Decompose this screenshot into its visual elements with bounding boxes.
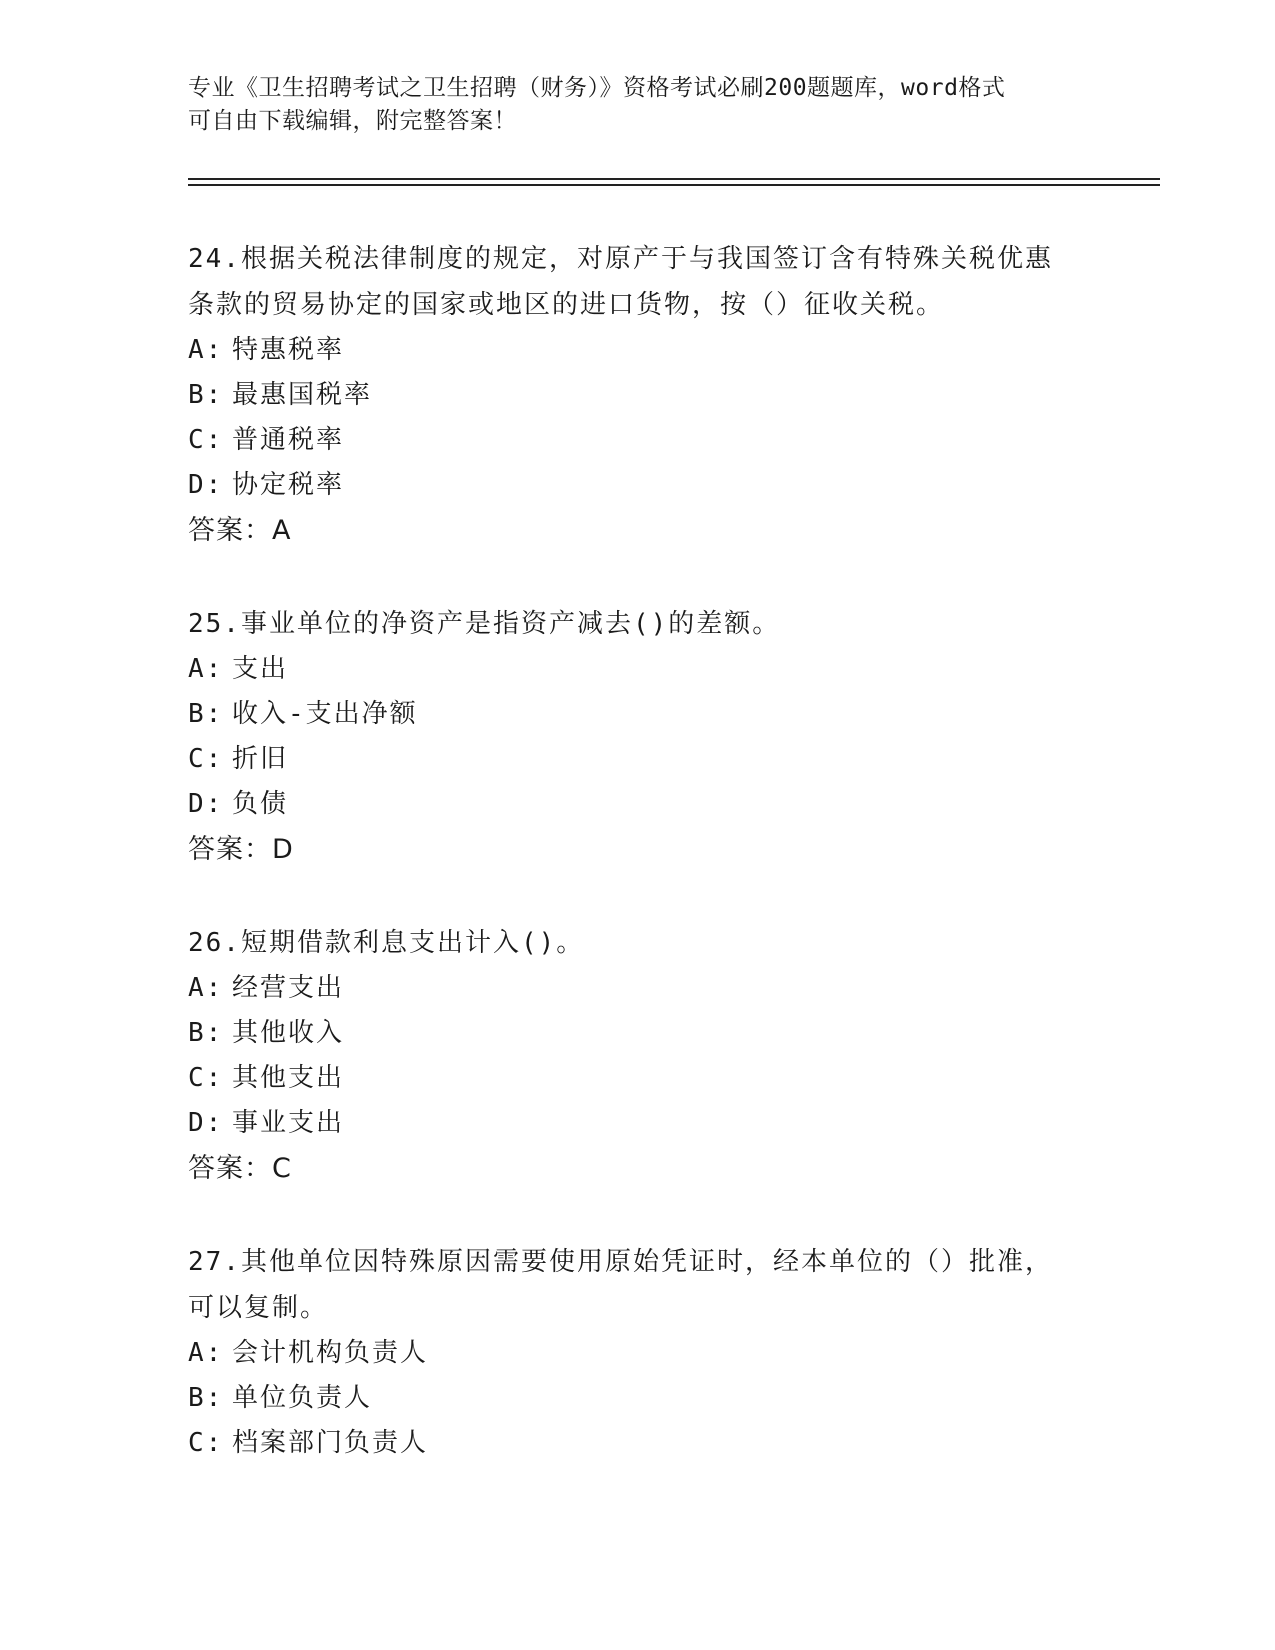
option-b [188, 1376, 1088, 1421]
question-text [188, 1239, 1088, 1331]
answer-label: 答案：D [188, 834, 294, 865]
option-key: A: [188, 1338, 224, 1368]
option-key: C: [188, 744, 224, 774]
option-d [188, 1101, 1088, 1146]
option-c [188, 1056, 1088, 1101]
option-a [188, 328, 1088, 373]
option-b [188, 373, 1088, 418]
option-a [188, 1331, 1088, 1376]
option-a [188, 647, 1088, 692]
option-key: A: [188, 654, 224, 684]
option-key: B: [188, 699, 224, 729]
question-text-line: 26.短期借款利息支出计入()。 [188, 928, 585, 958]
option-a [188, 966, 1088, 1011]
option-c [188, 737, 1088, 782]
option-text: 特惠税率 [232, 335, 345, 365]
question-text-line: 24.根据关税法律制度的规定，对原产于与我国签订含有特殊关税优惠 [188, 244, 1053, 274]
question-text-line: 25.事业单位的净资产是指资产减去()的差额。 [188, 609, 781, 639]
option-text: 会计机构负责人 [232, 1338, 429, 1368]
option-key: D: [188, 1108, 224, 1138]
header-divider-bottom [188, 184, 1160, 186]
option-key: C: [188, 1063, 224, 1093]
option-c [188, 418, 1088, 463]
option-text: 其他支出 [232, 1063, 345, 1093]
option-text: 收入-支出净额 [232, 699, 418, 729]
option-key: C: [188, 1428, 224, 1458]
question-text-line: 可以复制。 [188, 1293, 329, 1323]
option-key: B: [188, 380, 224, 410]
question-text-line: 27.其他单位因特殊原因需要使用原始凭证时，经本单位的（）批准， [188, 1247, 1053, 1277]
option-key: D: [188, 789, 224, 819]
question-24 [188, 236, 1088, 554]
option-key: B: [188, 1018, 224, 1048]
question-text-line: 条款的贸易协定的国家或地区的进口货物，按（）征收关税。 [188, 290, 945, 320]
option-text: 负债 [232, 789, 289, 819]
option-text: 其他收入 [232, 1018, 345, 1048]
question-26 [188, 920, 1088, 1192]
question-text [188, 236, 1088, 328]
option-d [188, 782, 1088, 827]
question-list [188, 236, 1088, 1513]
answer-label: 答案：C [188, 1153, 292, 1184]
question-25 [188, 601, 1088, 873]
option-key: D: [188, 470, 224, 500]
question-text [188, 920, 1088, 966]
option-key: B: [188, 1383, 224, 1413]
option-text: 折旧 [232, 744, 289, 774]
header-line-2: 可自由下载编辑，附完整答案！ [188, 108, 517, 134]
option-text: 支出 [232, 654, 289, 684]
answer-label: 答案：A [188, 515, 292, 546]
option-text: 普通税率 [232, 425, 345, 455]
option-b [188, 1011, 1088, 1056]
option-b [188, 692, 1088, 737]
option-key: C: [188, 425, 224, 455]
option-c [188, 1421, 1088, 1466]
option-d [188, 463, 1088, 508]
option-text: 经营支出 [232, 973, 345, 1003]
header-line-1: 专业《卫生招聘考试之卫生招聘（财务）》资格考试必刷200题题库，word格式 [188, 75, 1006, 101]
option-text: 事业支出 [232, 1108, 345, 1138]
option-text: 单位负责人 [232, 1383, 373, 1413]
option-key: A: [188, 973, 224, 1003]
option-text: 协定税率 [232, 470, 345, 500]
header-divider-top [188, 178, 1160, 180]
document-header [188, 72, 1088, 138]
option-key: A: [188, 335, 224, 365]
option-text: 最惠国税率 [232, 380, 373, 410]
option-text: 档案部门负责人 [232, 1428, 429, 1458]
question-27 [188, 1239, 1088, 1466]
question-text [188, 601, 1088, 647]
